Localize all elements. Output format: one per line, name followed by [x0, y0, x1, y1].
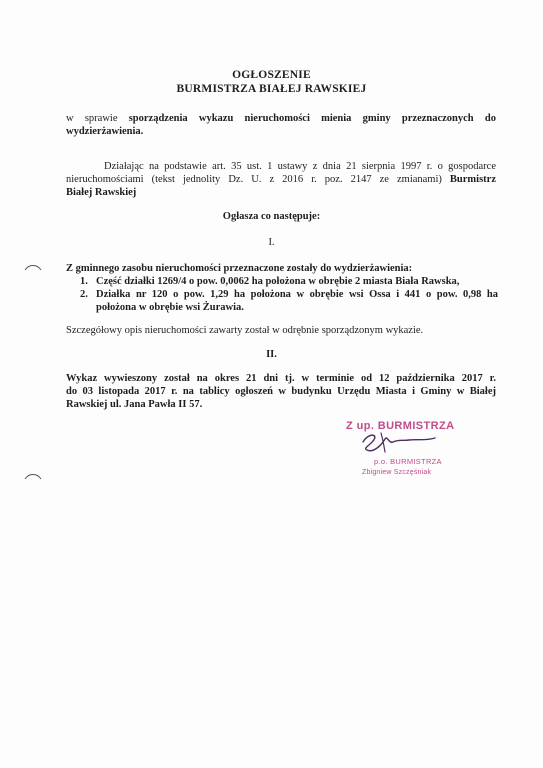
intro-prefix: w sprawie [66, 113, 129, 124]
stamp-line-proxy: Z up. BURMISTRZA [346, 420, 455, 432]
section-1-detail: Szczegółowy opis nieruchomości zawarty został w odrębnie sporządzonym wykazie. [66, 325, 424, 336]
legal-basis-mayor: Burmistrz [449, 174, 496, 185]
list-item-text: Działka nr 120 o pow. 1,29 ha położona w obrębie wsi Ossa i 441 o pow. 0,98 ha [96, 289, 498, 300]
punch-hole-mark-icon [24, 472, 42, 480]
section-2-numeral: II. [266, 349, 277, 360]
section-2-line-2: do 03 listopada 2017 r. na tablicy ogłoszeń w budynku Urzędu Miasta i Gminy w Białej [66, 386, 496, 397]
legal-basis-line-3: Białej Rawskiej [66, 187, 137, 198]
stamp-line-title: p.o. BURMISTRZA [374, 457, 442, 466]
list-item-1 [80, 275, 498, 288]
section-1-lead: Z gminnego zasobu nieruchomości przeznaczone zostały do wydzierżawienia: [66, 263, 413, 274]
list-item-number: 1. [80, 276, 88, 287]
intro-line-2: wydzierżawienia. [66, 126, 144, 137]
section-1-numeral: I. [268, 237, 275, 248]
stamp-line-name: Zbigniew Szczęśniak [362, 469, 432, 476]
legal-basis-line-1: Działając na podstawie art. 35 ust. 1 ustawy z dnia 21 sierpnia 1997 r. o gospodarce [104, 161, 496, 172]
list-item-2-continuation: położona w obrębie wsi Żurawia. [96, 302, 244, 313]
section-2-line-3: Rawskiej ul. Jana Pawła II 57. [66, 399, 203, 410]
legal-basis-citation: nieruchomościami (tekst jednolity Dz. U. z 2016 r. poz. 2147 ze zmianami) [66, 174, 450, 185]
list-item-text: Część działki 1269/4 o pow. 0,0062 ha położona w obrębie 2 miasta Biała Rawska, [96, 276, 460, 287]
section-2-line-1: Wykaz wywieszony został na okres 21 dni tj. w terminie od 12 października 2017 r. [66, 373, 496, 384]
title-burmistrz: BURMISTRZA BIAŁEJ RAWSKIEJ [176, 83, 367, 95]
title-ogloszenie: OGŁOSZENIE [232, 69, 311, 81]
legal-basis-line-2 [66, 173, 496, 186]
punch-hole-mark-icon [24, 263, 42, 271]
intro-subject: sporządzenia wykazu nieruchomości mienia gminy przeznaczonych do [128, 113, 496, 124]
announces-heading: Ogłasza co następuje: [222, 211, 321, 222]
handwritten-signature [355, 430, 445, 456]
intro-line-1 [66, 112, 496, 125]
list-item-number: 2. [80, 289, 88, 300]
list-item-2 [80, 288, 498, 301]
